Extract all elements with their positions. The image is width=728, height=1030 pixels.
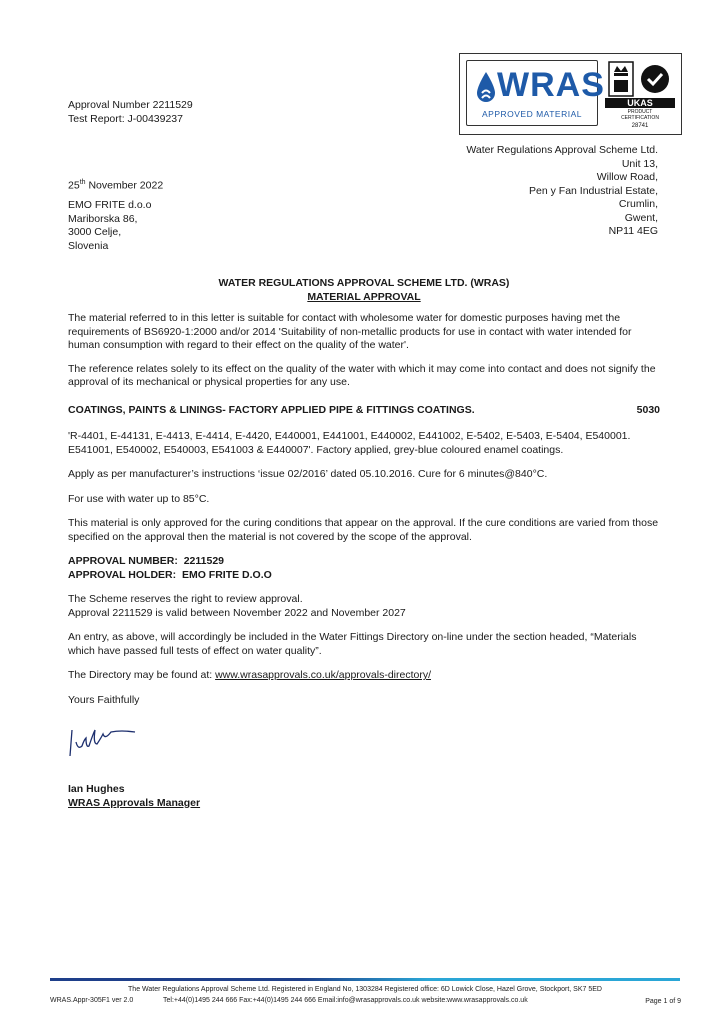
footer-registration: The Water Regulations Approval Scheme Ltd. Registered in England No, 1303284 Registered office: 6D Lowick Close, Hazel Grove, Stockport, SK7 5ED [128,986,602,993]
wras-subtitle: APPROVED MATERIAL [482,109,582,119]
address-line: Unit 13, [621,157,658,170]
directory-link[interactable]: www.wrasapprovals.co.uk/approvals-directory/ [215,669,431,681]
date-day: 25 [68,179,80,192]
water-drop-icon [475,71,497,105]
ukas-number: 28741 [631,123,649,129]
recipient-address [68,199,151,253]
paragraph-temperature: For use with water up to 85°C. [68,492,210,505]
section-code: 5030 [636,403,660,416]
recipient-line: 3000 Celje, [68,226,122,238]
address-line: Pen y Fan Industrial Estate, [529,184,658,197]
ukas-wordmark: UKAS [605,98,675,108]
paragraph-directory-entry: An entry, as above, will accordingly be included in the Water Fittings Directory on-line under the section headed, “Materials which have passed full tests of effect on water quality”. [68,631,637,657]
footer-divider [50,978,680,981]
sender-address [466,144,658,239]
paragraph-curing-conditions: This material is only approved for the curing conditions that appear on the approval. If the cure conditions are varied from those specified on the approval then the material is not covered by the scope of the approval. [68,517,659,543]
page-number: Page 1 of 9 [645,998,681,1005]
paragraph-validity [68,593,660,620]
wras-logo [466,60,605,126]
address-line: NP11 4EG [608,225,658,237]
signature-image [66,724,146,764]
paragraph-suitability: The material referred to in this letter is suitable for contact with wholesome water for domestic purposes having met the requirements of BS6920-1:2000 and/or 2014 'Suitability of non-metallic products for use in contact with water intended for human consumption with regard to their effect on the quality of the water'. [68,312,632,351]
address-line: Willow Road, [596,171,658,183]
title-line-2: MATERIAL APPROVAL [307,290,421,303]
section-heading-row [68,404,660,418]
test-report-line: Test Report: J-00439237 [68,112,183,125]
address-line: Gwent, [624,211,658,224]
date-suffix: th [79,179,86,186]
reference-block [68,99,193,126]
approval-holder-label: APPROVAL HOLDER: [68,568,177,581]
recipient-line: EMO FRITE d.o.o [68,199,152,211]
footer-contact: Tel:+44(0)1495 244 666 Fax:+44(0)1495 244 666 Email:info@wrasapprovals.co.uk website:www.wrasapprovals.co.uk [163,997,528,1004]
ukas-sub-line-1: PRODUCT [627,109,653,115]
closing: Yours Faithfully [68,693,140,706]
paragraph-directory-link [68,669,660,683]
approval-number-line: Approval Number 2211529 [68,99,193,111]
recipient-line: Mariborska 86, [68,212,138,225]
letter-date [68,176,163,193]
approval-number-value: 2211529 [183,555,225,567]
certification-logos [459,53,682,135]
title-line-1: WATER REGULATIONS APPROVAL SCHEME LTD. (WRAS) [218,277,510,289]
signatory [68,783,200,810]
approval-details [68,555,660,582]
signer-title: WRAS Approvals Manager [68,796,201,809]
signer-name: Ian Hughes [68,783,125,795]
document-title [68,277,660,304]
letter-body [68,312,660,707]
directory-prefix: The Directory may be found at: [68,669,216,681]
date-rest: November 2022 [85,179,164,192]
approval-number-row [68,555,660,569]
approval-holder-row [68,569,660,583]
paragraph-product-codes: 'R-4401, E-44131, E-4413, E-4414, E-4420, E440001, E441001, E440002, E441002, E-5402, E-5403, E-5404, E540001. E541001, E540002, E540003, E541003 & E440007'. Factory applied, grey-blue coloured enamel coatings. [68,430,631,456]
ukas-sub-line-2: CERTIFICATION [621,115,659,121]
paragraph-reference: The reference relates solely to its effect on the quality of the water with which it may come into contact and does not signify the approval of its mechanical or physical properties for any use. [68,362,656,388]
address-line: Water Regulations Approval Scheme Ltd. [466,144,658,156]
review-line: The Scheme reserves the right to review approval. [68,593,303,605]
ukas-logo [605,60,675,122]
validity-line: Approval 2211529 is valid between November 2022 and November 2027 [68,606,406,619]
section-heading: COATINGS, PAINTS & LININGS- FACTORY APPLIED PIPE & FITTINGS COATINGS. [68,403,475,416]
recipient-line: Slovenia [68,239,109,252]
address-line: Crumlin, [618,198,658,210]
ukas-subtitle [605,109,675,121]
footer-form-code: WRAS.Appr-305F1 ver 2.0 [50,997,134,1004]
crown-tick-icon [605,60,675,98]
paragraph-instructions: Apply as per manufacturer’s instructions ‘issue 02/2016’ dated 05.10.2016. Cure for 6 minutes@840°C. [68,468,548,480]
wras-wordmark: WRAS [497,66,605,104]
approval-number-label: APPROVAL NUMBER: [68,555,178,567]
approval-holder-value: EMO FRITE D.O.O [181,568,272,581]
